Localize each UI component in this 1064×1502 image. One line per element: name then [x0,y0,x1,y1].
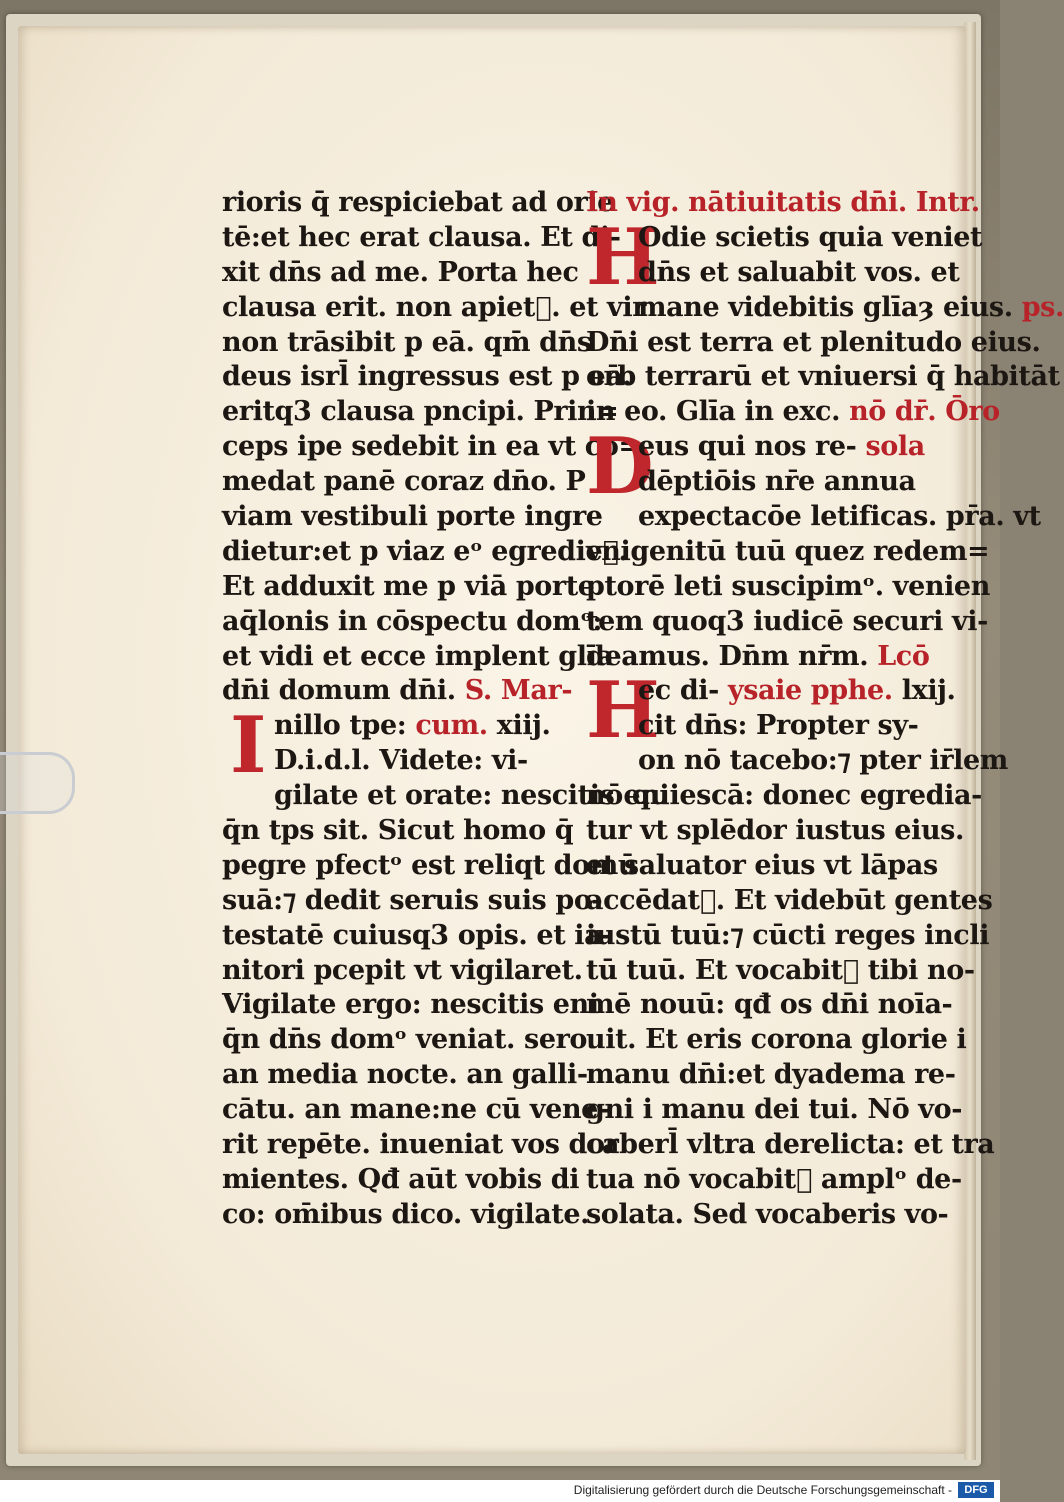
rubric-text: sola [865,431,925,463]
text-line [586,1093,963,1128]
text-line [586,954,975,989]
text-line [222,535,628,570]
line-text: nitori pcepit vt vigilaret. [222,954,583,986]
text-line [222,814,574,849]
line-text: tem quoq3 iudicē securi vi- [586,605,988,637]
text-line [586,1198,949,1233]
left-text-column [222,186,670,1233]
text-line [222,1163,580,1198]
text-line [586,360,1060,395]
footer-credit: Digitalisierung gefördert durch die Deutsche Forschungsgemeinschaft - [573,1483,952,1497]
line-text: ptorē leti suscipimᵒ. venien [586,570,990,602]
text-line [222,779,670,814]
line-text: et saluator eius vt lāpas [586,849,938,881]
line-text: mē nouū: qđ os dn̄i noīa- [586,989,953,1021]
line-text: iustū tuū:⁊ cūcti reges incli [586,919,990,951]
rubric-text: In vig. nātiuitatis dn̄i. Intr. [586,187,980,218]
line-text: D.i.d.l. Videte: vi- [274,745,528,777]
line-text: xit dn̄s ad me. Porta hec [222,256,579,288]
line-text: viam vestibuli porte ingre [222,501,603,533]
line-text: deamus. Dn̄m nr̄m. [586,640,869,672]
line-text: nō quiescā: donec egredia- [586,780,982,812]
text-line [586,919,990,954]
line-text: cātu. an mane:ne cū vene- [222,1094,609,1126]
text-line [222,395,619,430]
text-line [586,605,988,640]
dfg-logo: DFG [958,1482,994,1498]
line-text: dn̄s et saluabit vos. et [638,256,960,288]
text-line [222,1023,596,1058]
line-text: medat panē coraz dn̄o. P [222,466,586,498]
line-text: eus qui nos re- [638,431,857,463]
text-line [586,640,930,675]
line-text: ec di- [638,675,719,707]
line-text: accēdat᷑. Et videbūt gentes [586,884,993,916]
text-line [222,360,632,395]
text-line [222,884,603,919]
line-text: rit repēte. inueniat vos dor [222,1129,619,1161]
text-line [586,849,938,884]
text-line [586,814,964,849]
text-line [222,640,614,675]
line-text: tē:et hec erat clausa. Et di- [222,221,621,253]
red-initial-letter: H [586,665,660,757]
line-text: co: om̄ibus dico. vigilate. [222,1198,590,1230]
line-text: tua nō vocabit᷑ amplᵒ de- [586,1163,962,1195]
red-initial-letter: D [586,421,654,513]
line-text: non trāsibit p eā. qm̄ dn̄s [222,326,592,358]
line-text: tur vt splēdor iustus eius. [586,815,964,847]
line-tail: xiij. [496,710,551,742]
rubric-text: nō dr̄. Ōro [849,396,1000,428]
text-line [586,779,982,814]
line-text: uit. Et eris corona glorie i [586,1024,967,1056]
rubric-text: cum. [415,710,488,742]
line-text: ceps ipe sedebit in ea vt co= [222,431,641,463]
text-line [222,291,647,326]
line-tail: lxij. [901,675,956,707]
line-text: dietur:et p viaz eᵒ egredie᷑. [222,535,628,567]
text-line [586,1023,967,1058]
line-text: Vigilate ergo: nescitis eni [222,989,599,1021]
text-line [586,1163,962,1198]
text-line [586,1058,956,1093]
line-text: pegre pfectᵒ est reliqt domū [222,849,638,881]
line-text: in eo. Glīa in exc. [586,396,841,428]
text-line [222,221,621,256]
text-line [586,884,993,919]
line-text: on nō tacebo:⁊ pter ir̄lem [638,745,1008,777]
text-line [222,674,573,709]
text-line [222,1128,619,1163]
rubric-text: S. Mar- [464,675,573,707]
line-text: expectacōe letificas. pr̄a. vt [638,501,1041,533]
line-text: nillo tpe: [274,710,407,742]
rubric-text: ysaie pphe. [727,675,893,707]
text-line [222,954,583,989]
line-text: aq̄lonis in cōspectu domᵒ: [222,605,603,637]
text-line [222,1058,588,1093]
red-initial-letter: I [229,700,267,792]
text-line [222,465,586,500]
line-text: et vidi et ecce implent glīa [222,640,614,672]
line-text: gilate et orate: nescitis eni [274,780,670,812]
line-text: rioris q̄ respiciebat ad orie [222,187,614,218]
line-text: q̄n tps sit. Sicut homo q̄ [222,815,574,847]
line-text: dēptiōis nr̄e annua [638,466,916,498]
line-text: tū tuū. Et vocabit᷑ tibi no- [586,954,975,986]
line-text: suā:⁊ dedit seruis suis po- [222,884,603,916]
line-text: Dn̄i est terra et plenitudo eius. [586,326,1041,358]
rubric-text: Lcō [877,640,930,672]
line-text: gni i manu dei tui. Nō vo- [586,1094,963,1126]
right-text-column [586,186,1064,1233]
text-line [222,988,599,1023]
text-line [222,430,641,465]
line-text: manu dn̄i:et dyadema re- [586,1059,956,1091]
line-text: mane videbitis glīaȝ eius. [638,291,1013,323]
text-line [586,326,1041,361]
text-line [222,849,638,884]
text-line [222,1198,590,1233]
text-line [222,186,614,221]
line-text: Odie scietis quia veniet [638,221,983,253]
line-text: deus isrl̄ ingressus est p eā. [222,361,632,393]
text-line [586,395,1000,430]
text-line [586,1128,995,1163]
red-initial-letter: H [586,211,660,303]
line-text: mientes. Qđ aūt vobis di [222,1163,580,1195]
text-line [586,988,953,1023]
line-text: clausa erit. non apiet᷑. et vir [222,291,647,323]
text-line [222,1093,609,1128]
line-text: vnigenitū tuū quez redem= [586,535,990,567]
rubric-text: ps. [1021,291,1064,323]
text-line [222,605,603,640]
text-line [586,535,990,570]
text-line [222,326,592,361]
line-text: testatē cuiusq3 opis. et ia- [222,919,613,951]
text-line [222,500,603,535]
line-text: solata. Sed vocaberis vo- [586,1198,949,1230]
line-text: dn̄i domum dn̄i. [222,675,456,707]
paper-clip [0,752,75,814]
line-text: q̄n dn̄s domᵒ veniat. sero. [222,1024,596,1056]
line-text: orb terrarū et vniuersi q̄ habitāt [586,361,1060,393]
text-line [586,186,980,221]
line-text: Et adduxit me p viā porte [222,570,595,602]
line-text: eritq3 clausa pncipi. Prin= [222,396,619,428]
line-text: caberl̄ vltra derelicta: et tra [586,1129,995,1161]
line-text: cit dn̄s: Propter sy- [638,710,919,742]
text-line [222,256,579,291]
text-line [222,919,613,954]
line-text: an media nocte. an galli- [222,1059,588,1091]
text-line [586,570,990,605]
text-line [222,570,595,605]
